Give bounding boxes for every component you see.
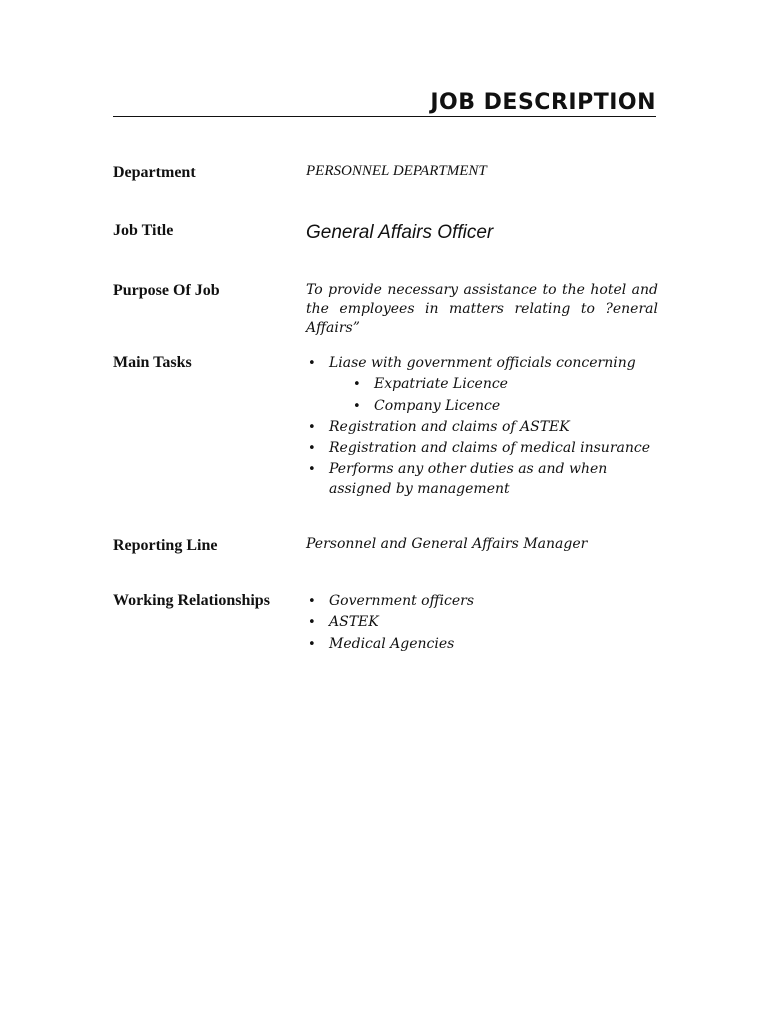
list-item: • Registration and claims of ASTEK [306, 418, 658, 438]
list-item: • Company Licence [306, 397, 658, 417]
list-item: • Liase with government officials concerning [306, 354, 658, 374]
bullet-icon: • [308, 615, 316, 631]
department-label: Department [113, 164, 196, 181]
bullet-icon: • [353, 398, 361, 414]
department-value: PERSONNEL DEPARTMENT [306, 163, 487, 179]
bullet-icon: • [308, 462, 316, 478]
working-relationships-list [306, 592, 658, 656]
list-item: • Registration and claims of medical insurance [306, 439, 658, 459]
job-title-value: General Affairs Officer [306, 222, 494, 243]
bullet-icon: • [308, 441, 316, 457]
reporting-line-label: Reporting Line [113, 537, 218, 554]
bullet-icon: • [308, 356, 316, 371]
list-item: • Government officers [306, 592, 658, 612]
purpose-value: To provide necessary assistance to the hotel and the employees in matters relating to ?eneral Affairs” [306, 282, 658, 336]
main-tasks-list [306, 354, 658, 501]
bullet-icon: • [308, 419, 316, 435]
list-item: • Medical Agencies [306, 635, 658, 655]
bullet-icon: • [308, 594, 316, 609]
purpose-label: Purpose Of Job [113, 282, 220, 299]
list-item: • Performs any other duties as and when assigned by management [308, 461, 608, 497]
list-item: • ASTEK [306, 613, 658, 633]
document-title: JOB DESCRIPTION [430, 90, 656, 115]
bullet-icon: • [353, 377, 361, 393]
working-relationships-label: Working Relationships [113, 592, 270, 609]
job-title-label: Job Title [113, 222, 174, 239]
bullet-icon: • [308, 636, 316, 652]
title-underline-rule [113, 116, 656, 117]
main-tasks-label: Main Tasks [113, 354, 192, 371]
list-item: • Expatriate Licence [306, 375, 658, 395]
reporting-line-value: Personnel and General Affairs Manager [306, 536, 588, 552]
